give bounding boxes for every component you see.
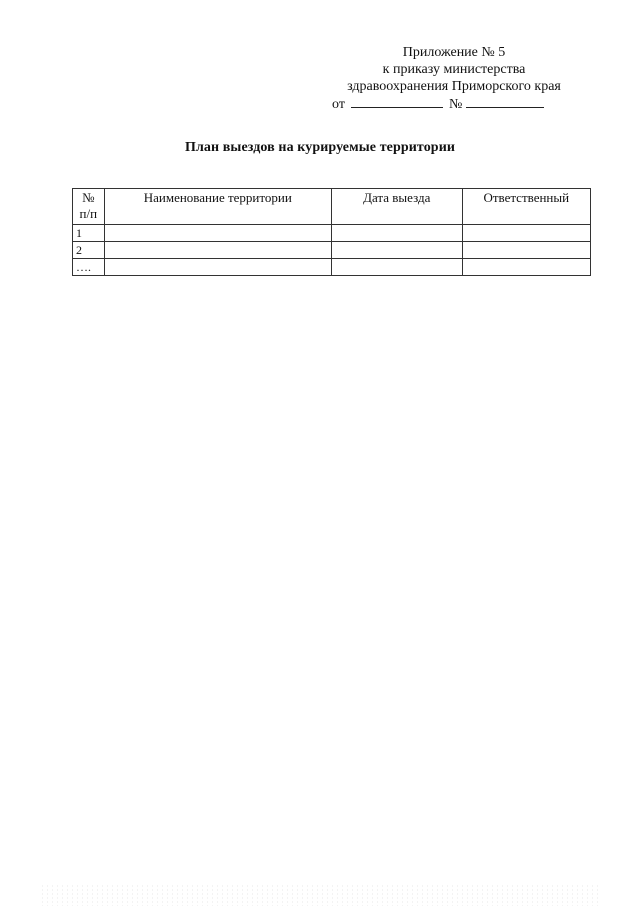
table-row: [73, 242, 591, 259]
document-title: План выездов на курируемые территории: [184, 140, 456, 155]
column-header-number-label: № п/п: [79, 190, 98, 221]
order-date-number-line: [324, 95, 584, 113]
column-header-territory: Наименование территории: [104, 189, 331, 225]
table-header-row: [73, 189, 591, 225]
date-cell: [331, 259, 462, 276]
column-header-number: [73, 189, 105, 225]
order-reference: к приказу министерства: [382, 62, 526, 77]
territory-cell: [104, 259, 331, 276]
table-row: [73, 225, 591, 242]
date-cell: [331, 225, 462, 242]
row-number-cell: ….: [73, 259, 105, 276]
responsible-cell: [462, 242, 590, 259]
responsible-cell: [462, 225, 590, 242]
column-header-date: Дата выезда: [331, 189, 462, 225]
number-label: №: [448, 97, 463, 112]
row-number-cell: 2: [73, 242, 105, 259]
appendix-number: Приложение № 5: [402, 45, 506, 60]
territory-cell: [104, 242, 331, 259]
ministry-name: здравоохранения Приморского края: [347, 79, 561, 94]
from-label: от: [332, 97, 345, 112]
responsible-cell: [462, 259, 590, 276]
table-row: [73, 259, 591, 276]
column-header-responsible: Ответственный: [462, 189, 590, 225]
order-date-blank: [351, 95, 443, 108]
territory-cell: [104, 225, 331, 242]
visit-plan-table: [72, 188, 591, 276]
appendix-header: [324, 44, 584, 113]
order-number-blank: [466, 95, 544, 108]
scan-noise: [40, 884, 600, 906]
date-cell: [331, 242, 462, 259]
row-number-cell: 1: [73, 225, 105, 242]
